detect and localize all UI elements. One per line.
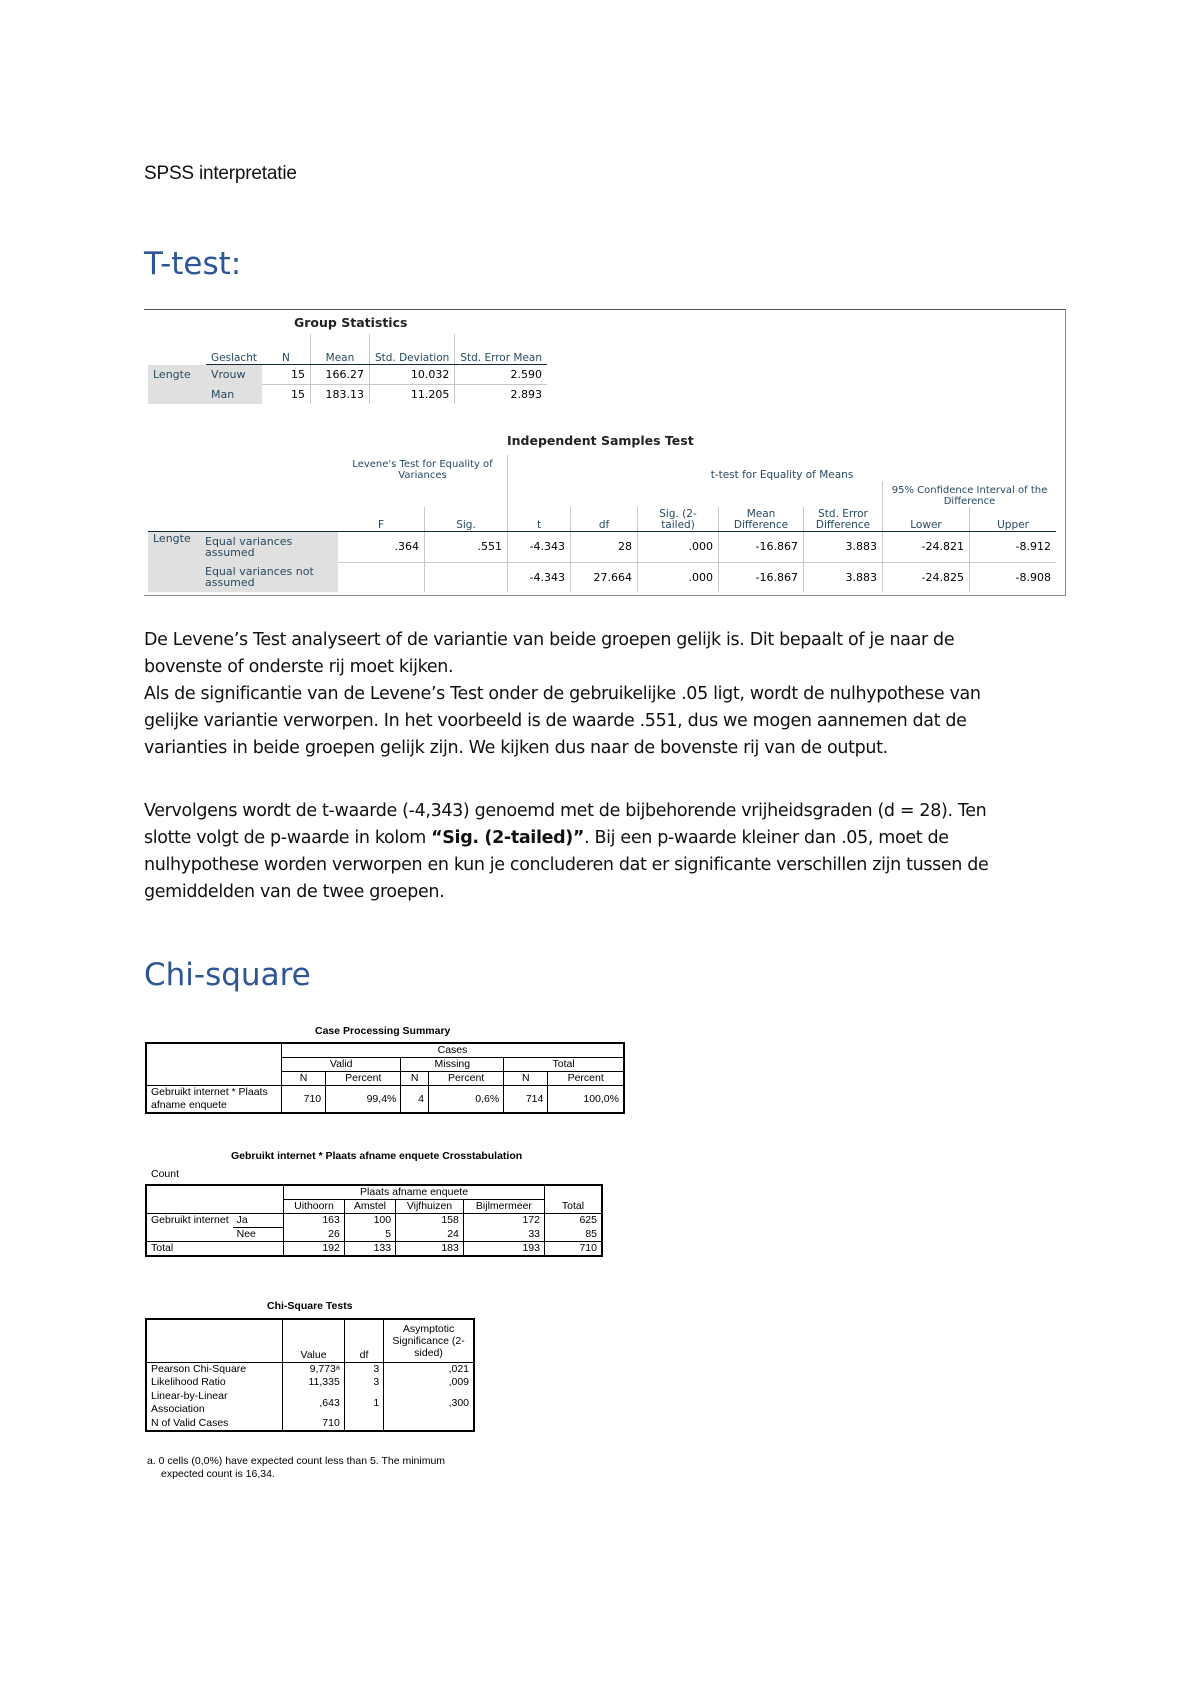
row-label-gebruikt-internet: Gebruikt internet [146, 1214, 233, 1242]
cell: 1 [344, 1389, 383, 1417]
cell: 3 [344, 1376, 383, 1389]
bold-text: “Sig. (2-tailed)” [431, 828, 585, 848]
cell: 133 [344, 1242, 395, 1257]
text-line: Vervolgens wordt de t-waarde (-4,343) genoemd met de bijbehorende vrijheidsgraden (d = 28). Ten [144, 801, 987, 821]
table-row [146, 1363, 474, 1377]
ttest-explanation [144, 627, 1064, 762]
col-lower: Lower [883, 507, 970, 532]
ttest-heading: T-test: [144, 246, 242, 282]
cell: 100,0% [548, 1086, 624, 1114]
cell: 710 [545, 1242, 603, 1257]
cell: 183 [396, 1242, 464, 1257]
table-row [146, 1376, 474, 1389]
chi-square-tests-table [145, 1318, 475, 1432]
text-line: nulhypothese worden verworpen en kun je concluderen dat er significante verschillen zijn tussen de [144, 855, 989, 875]
cell: .000 [638, 562, 719, 592]
row-label: Gebruikt internet * Plaats afname enquete [146, 1086, 282, 1114]
table-row [148, 385, 547, 405]
row-label-equal-variances: Equal variances assumed [200, 532, 338, 563]
table-row [148, 532, 1056, 563]
row-label: Pearson Chi-Square [146, 1363, 283, 1377]
group-statistics-table [148, 334, 547, 404]
count-label: Count [151, 1168, 180, 1180]
col-f: F [338, 507, 425, 532]
header-uithoorn: Uithoorn [284, 1200, 345, 1214]
independent-samples-table [148, 455, 1056, 592]
row-label-total: Total [146, 1242, 284, 1257]
header-cases: Cases [282, 1043, 625, 1058]
chi-square-footnote: a. 0 cells (0,0%) have expected count less than 5. The minimum [147, 1455, 446, 1467]
cell: ,009 [384, 1376, 474, 1389]
header-percent: Percent [326, 1072, 401, 1086]
cell: 4 [401, 1086, 429, 1114]
table-row [148, 365, 547, 385]
cell [425, 562, 508, 592]
category-label: Nee [233, 1228, 284, 1242]
ci-header: 95% Confidence Interval of the Difference [883, 481, 1057, 507]
header-percent: Percent [548, 1072, 624, 1086]
ttest-header: t-test for Equality of Means [508, 455, 1057, 481]
levene-header: Levene's Test for Equality of Variances [352, 459, 493, 481]
header-percent: Percent [429, 1072, 504, 1086]
cell: -4.343 [508, 532, 571, 563]
cell: 28 [571, 532, 638, 563]
cell: -24.821 [883, 532, 970, 563]
chi-square-footnote: expected count is 16,34. [161, 1468, 275, 1480]
header-n: N [282, 1072, 326, 1086]
header-value: Value [283, 1319, 345, 1363]
cell: 710 [283, 1417, 345, 1431]
header-total: Total [545, 1185, 603, 1214]
col-t: t [508, 507, 571, 532]
text-span: . Bij een p-waarde kleiner dan .05, moet de [584, 828, 949, 848]
cell: 172 [463, 1214, 544, 1228]
cell: 625 [545, 1214, 603, 1228]
cell: 33 [463, 1228, 544, 1242]
cell: 100 [344, 1214, 395, 1228]
cell: 10.032 [369, 365, 454, 385]
text-line [144, 825, 1064, 852]
table-row [146, 1417, 474, 1431]
cell: 5 [344, 1228, 395, 1242]
cell: ,021 [384, 1363, 474, 1377]
cell: 15 [290, 368, 305, 381]
cell [384, 1417, 474, 1431]
text-line: gemiddelden van de twee groepen. [144, 882, 445, 902]
header-bijlmermeer: Bijlmermeer [463, 1200, 544, 1214]
chi-square-tests-title: Chi-Square Tests [267, 1300, 353, 1312]
cell [344, 1417, 383, 1431]
cell: -4.343 [508, 562, 571, 592]
ttest-result-explanation [144, 798, 1064, 906]
group-label: Man [206, 385, 262, 405]
cell: ,643 [283, 1389, 345, 1417]
header-plaats: Plaats afname enquete [284, 1185, 545, 1200]
cell: 710 [282, 1086, 326, 1114]
col-std-error-mean: Std. Error Mean [455, 334, 547, 365]
col-mean-difference: Mean Difference [719, 507, 804, 532]
cell: 3.883 [804, 532, 883, 563]
independent-samples-title: Independent Samples Test [507, 433, 694, 448]
cell: -16.867 [719, 562, 804, 592]
cell: .364 [394, 540, 419, 554]
col-upper: Upper [970, 507, 1057, 532]
cell: .000 [638, 532, 719, 563]
cell: ,300 [384, 1389, 474, 1417]
cell: 3.883 [804, 562, 883, 592]
document-title: SPSS interpretatie [144, 163, 297, 184]
group-label: Vrouw [206, 365, 262, 385]
header-vijfhuizen: Vijfhuizen [396, 1200, 464, 1214]
col-mean: Mean [310, 334, 369, 365]
cell: -8.908 [970, 562, 1057, 592]
header-amstel: Amstel [344, 1200, 395, 1214]
ttest-output [144, 309, 1066, 596]
cell [338, 562, 425, 592]
cell: 166.27 [310, 365, 369, 385]
cell: 15 [262, 385, 311, 405]
col-std-deviation: Std. Deviation [369, 334, 454, 365]
cell: 11.205 [369, 385, 454, 405]
group-statistics-title: Group Statistics [294, 315, 408, 330]
row-label: Linear-by-Linear Association [146, 1389, 283, 1417]
cell: .551 [425, 532, 508, 563]
cell: 3 [344, 1363, 383, 1377]
case-processing-table [145, 1042, 625, 1114]
row-label-lengte: Lengte [148, 365, 206, 385]
cell: -16.867 [719, 532, 804, 563]
text-line: Als de significantie van de Levene’s Test onder de gebruikelijke .05 ligt, wordt de nulhypothese van [144, 684, 981, 704]
header-total: Total [504, 1058, 624, 1072]
header-n: N [401, 1072, 429, 1086]
text-line: gelijke variantie verworpen. In het voorbeeld is de waarde .551, dus we mogen aannemen dat de [144, 711, 967, 731]
cell: 2.893 [455, 385, 547, 405]
header-missing: Missing [401, 1058, 504, 1072]
case-processing-title: Case Processing Summary [315, 1025, 451, 1037]
cell: 24 [396, 1228, 464, 1242]
cell: 714 [504, 1086, 548, 1114]
cell: 192 [284, 1242, 345, 1257]
header-n: N [504, 1072, 548, 1086]
cell: -24.825 [883, 562, 970, 592]
cell: 26 [284, 1228, 345, 1242]
col-std-error-difference: Std. Error Difference [804, 507, 883, 532]
header-valid: Valid [282, 1058, 401, 1072]
category-label: Ja [233, 1214, 284, 1228]
table-row [146, 1389, 474, 1417]
chi-square-heading: Chi-square [144, 957, 311, 993]
table-row [146, 1086, 624, 1114]
cell: 2.590 [455, 365, 547, 385]
cell: 0,6% [429, 1086, 504, 1114]
text-line: varianties in beide groepen gelijk zijn. We kijken dus naar de bovenste rij van de output. [144, 738, 888, 758]
table-row [146, 1242, 602, 1257]
text-line: bovenste of onderste rij moet kijken. [144, 657, 454, 677]
cell: 163 [284, 1214, 345, 1228]
table-row [148, 562, 1056, 592]
cell: 9,773ᵃ [283, 1363, 345, 1377]
header-df: df [344, 1319, 383, 1363]
row-label-equal-variances-not: Equal variances not assumed [200, 562, 338, 592]
crosstab-title: Gebruikt internet * Plaats afname enquete Crosstabulation [231, 1150, 523, 1162]
cell: -8.912 [970, 532, 1057, 563]
text-span: slotte volgt de p-waarde in kolom [144, 828, 432, 848]
cell: 193 [463, 1242, 544, 1257]
cell: 85 [545, 1228, 603, 1242]
cell: 183.13 [310, 385, 369, 405]
text-line: De Levene’s Test analyseert of de variantie van beide groepen gelijk is. Dit bepaalt of je naar de [144, 630, 955, 650]
row-label: Likelihood Ratio [146, 1376, 283, 1389]
header-asymptotic-significance: Asymptotic Significance (2-sided) [384, 1319, 474, 1363]
cell: 11,335 [283, 1376, 345, 1389]
table-row [146, 1214, 602, 1228]
crosstab-table [145, 1184, 603, 1257]
col-sig-2-tailed: Sig. (2-tailed) [638, 507, 719, 532]
col-geslacht: Geslacht [206, 334, 262, 365]
col-df: df [571, 507, 638, 532]
cell: 158 [396, 1214, 464, 1228]
col-n: N [262, 334, 311, 365]
row-label: N of Valid Cases [146, 1417, 283, 1431]
col-sig: Sig. [425, 507, 508, 532]
cell: 27.664 [571, 562, 638, 592]
cell: 99,4% [326, 1086, 401, 1114]
row-label-lengte: Lengte [148, 532, 200, 563]
